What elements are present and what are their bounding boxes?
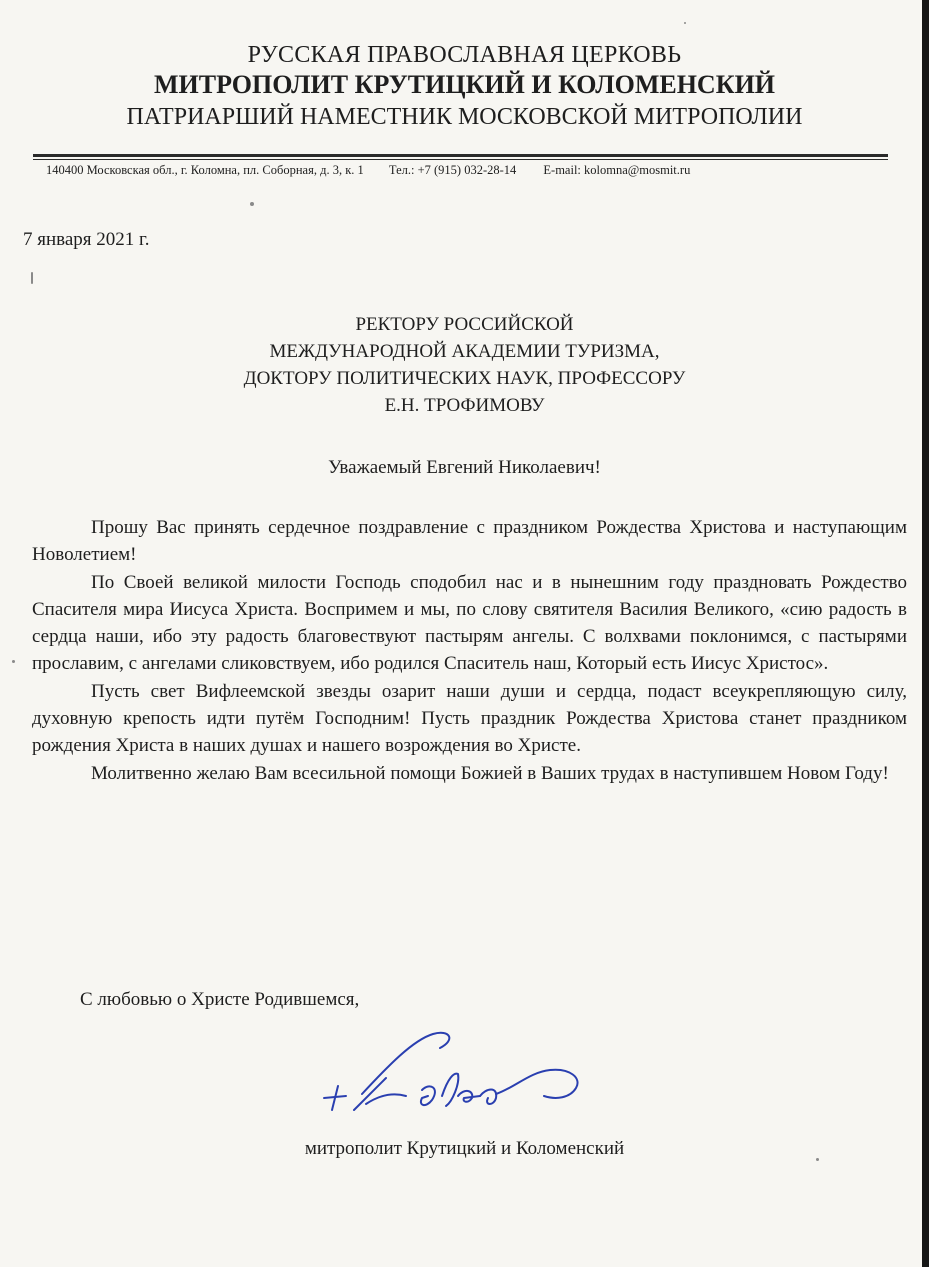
closing-phrase: С любовью о Христе Родившемся, [80,989,360,1010]
letterhead-subtitle: ПАТРИАРШИЙ НАМЕСТНИК МОСКОВСКОЙ МИТРОПОЛИИ [126,104,803,130]
letter-body [32,514,907,787]
body-paragraph-4: Молитвенно желаю Вам всесильной помощи Божией в Ваших трудах в наступившем Новом Году! [91,762,889,784]
letterhead-title: МИТРОПОЛИТ КРУТИЦКИЙ И КОЛОМЕНСКИЙ [153,70,776,99]
scan-edge [922,0,929,1267]
addressee-line-3: ДОКТОРУ ПОЛИТИЧЕСКИХ НАУК, ПРОФЕССОРУ [243,368,686,389]
body-paragraph-3: Пусть свет Вифлеемской звезды озарит наши души и сердца, подаст всеукрепляющую силу, духовную крепость идти путём Господним! Пусть праздник Рождества Христова станет праздником рождения Христа в наших душах и нашего возрождения во Христе. [32,680,907,757]
letterhead-rule-thick [33,154,888,157]
letterhead-rule-thin [33,159,888,160]
body-paragraph-1: Прошу Вас принять сердечное поздравление с праздником Рождества Христова и наступающим Новолетием! [32,517,907,566]
body-paragraph-2: По Своей великой милости Господь сподобил нас и в нынешним году праздновать Рождество Спасителя мира Иисуса Христа. Воспримем и мы, по слову святителя Василия Великого, «сию радость в сердца наши, ибо эту радость благовествуют пастырям ангелы. С волхвами поклонимся, с пастырями прославим, с ангелами сликовствуем, ибо родился Спаситель наш, Который есть Иисус Христос». [32,571,907,675]
contact-address: 140400 Московская обл., г. Коломна, пл. Соборная, д. 3, к. 1 [46,163,364,177]
contact-email: E-mail: kolomna@mosmit.ru [543,163,691,177]
handwritten-signature [318,1026,588,1116]
salutation: Уважаемый Евгений Николаевич! [328,457,601,478]
addressee-block [0,311,929,419]
signer-title: митрополит Крутицкий и Коломенский [304,1138,625,1159]
addressee-line-2: МЕЖДУНАРОДНОЙ АКАДЕМИИ ТУРИЗМА, [269,341,660,362]
scan-speck [31,272,33,284]
scan-speck [684,22,686,24]
contact-line [46,163,886,178]
addressee-line-4: Е.Н. ТРОФИМОВУ [384,395,545,416]
letterhead-church: РУССКАЯ ПРАВОСЛАВНАЯ ЦЕРКОВЬ [247,42,682,68]
scan-speck [250,202,254,206]
contact-phone: Тел.: +7 (915) 032-28-14 [388,163,517,177]
addressee-line-1: РЕКТОРУ РОССИЙСКОЙ [355,314,574,335]
letter-date: 7 января 2021 г. [23,229,150,250]
scan-speck [12,660,15,663]
letterhead [0,40,929,134]
scan-speck [816,1158,819,1161]
